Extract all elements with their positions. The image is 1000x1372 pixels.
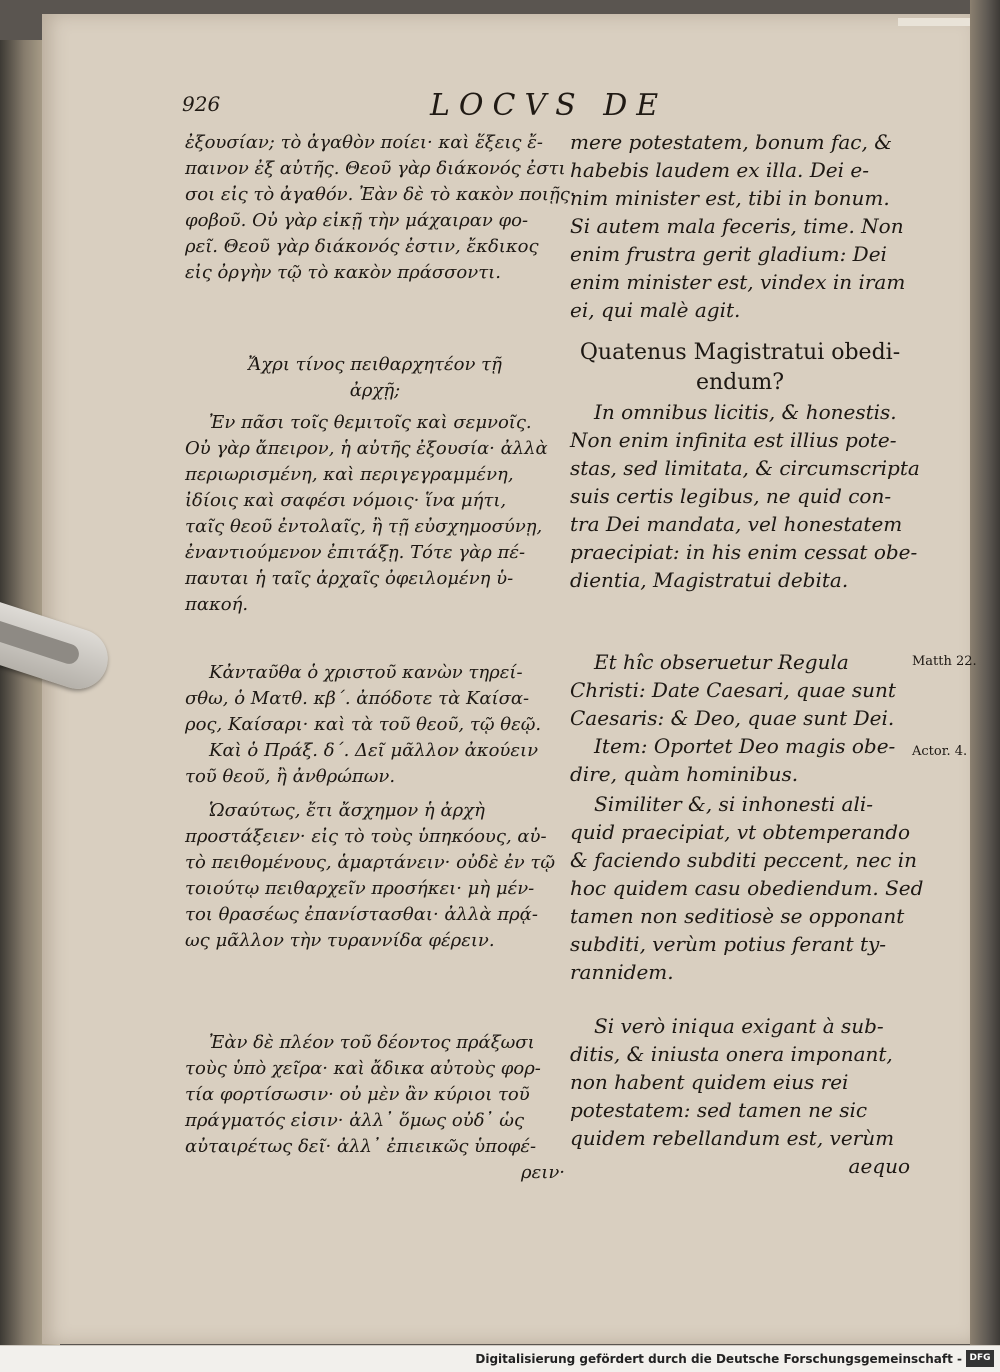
latin-line: suis certis legibus, ne quid con- — [570, 484, 892, 508]
latin-heading-line: Quatenus Magistratui obedi- — [579, 340, 901, 365]
latin-heading — [570, 338, 910, 398]
latin-block-1 — [570, 128, 910, 324]
greek-line: τὸ πειθομένους, ἁμαρτάνειν· οὐδὲ ἐν τῷ — [185, 852, 556, 873]
greek-line: ἐξουσίαν; τὸ ἀγαθὸν ποίει· καὶ ἕξεις ἔ- — [185, 132, 543, 153]
latin-line: Non enim infinita est illius pote- — [570, 428, 897, 452]
page-tab — [898, 18, 970, 26]
latin-block-2 — [570, 398, 920, 594]
latin-line: tra Dei mandata, vel honestatem — [570, 512, 903, 536]
footer-bar — [0, 1345, 1000, 1372]
running-title: LOCVS DE — [430, 88, 668, 123]
greek-line: εἰς ὀργὴν τῷ τὸ κακὸν πράσσοντι. — [185, 262, 501, 283]
latin-block-5 — [570, 1012, 910, 1180]
latin-catchword: aequo — [848, 1154, 910, 1178]
page-number: 926 — [182, 92, 221, 116]
greek-block-5 — [185, 1030, 565, 1186]
latin-line: tamen non seditiosè se opponant — [570, 904, 905, 928]
greek-line: Ἐὰν δὲ πλέον τοῦ δέοντος πράξωσι — [209, 1032, 535, 1053]
latin-line: rannidem. — [570, 960, 674, 984]
greek-line: τοὺς ὑπὸ χεῖρα· καὶ ἄδικα αὐτοὺς φορ- — [185, 1058, 541, 1079]
latin-line: Item: Oportet Deo magis obe- — [594, 734, 896, 758]
latin-line: habebis laudem ex illa. Dei e- — [570, 158, 869, 182]
greek-line: αὐταιρέτως δεῖ· ἀλλ᾽ ἐπιεικῶς ὑποφέ- — [185, 1136, 537, 1157]
greek-line: προστάξειεν· εἰς τὸ τοὺς ὑπηκόους, αὐ- — [185, 826, 547, 847]
latin-line: Si verò iniqua exigant à sub- — [594, 1014, 884, 1038]
greek-block-3 — [185, 660, 565, 790]
greek-line: Ὡσαύτως, ἔτι ἄσχημον ἡ ἀρχὴ — [209, 800, 485, 821]
greek-line: ταῖς θεοῦ ἐντολαῖς, ἢ τῇ εὐσχημοσύνῃ, — [185, 516, 543, 537]
latin-block-4 — [570, 790, 924, 986]
latin-line: mere potestatem, bonum fac, & — [570, 130, 893, 154]
greek-line: φοβοῦ. Οὐ γὰρ εἰκῇ τὴν μάχαιραν φο- — [185, 210, 529, 231]
greek-line: παινον ἐξ αὐτῆς. Θεοῦ γὰρ διάκονός ἐστι — [185, 158, 566, 179]
greek-line: ἰδίοις καὶ σαφέσι νόμοις· ἵνα μήτι, — [185, 490, 507, 511]
greek-line: σοι εἰς τὸ ἀγαθόν. Ἐὰν δὲ τὸ κακὸν ποιῇς· — [185, 184, 576, 205]
greek-line: ρος, Καίσαρι· καὶ τὰ τοῦ θεοῦ, τῷ θεῷ. — [185, 714, 542, 735]
greek-line: ρειν· — [521, 1162, 565, 1183]
greek-line: παυται ἡ ταῖς ἀρχαῖς ὀφειλομένη ὑ- — [185, 568, 514, 589]
latin-line: quid praecipiat, vt obtemperando — [570, 820, 911, 844]
latin-block-3 — [570, 648, 910, 788]
latin-line: Caesaris: & Deo, quae sunt Dei. — [570, 706, 895, 730]
latin-line: non habent quidem eius rei — [570, 1070, 849, 1094]
greek-line: περιωρισμένη, καὶ περιγεγραμμένη, — [185, 464, 514, 485]
greek-heading-line: Ἄχρι τίνος πειθαρχητέον τῇ — [248, 354, 502, 375]
latin-line: & faciendo subditi peccent, nec in — [570, 848, 918, 872]
latin-line: hoc quidem casu obediendum. Sed — [570, 876, 924, 900]
dfg-logo-icon: DFG — [966, 1350, 994, 1367]
latin-line: Si autem mala feceris, time. Non — [570, 214, 904, 238]
greek-line: Οὐ γὰρ ἄπειρον, ἡ αὐτῆς ἐξουσία· ἀλλὰ — [185, 438, 548, 459]
latin-line: ei, qui malè agit. — [570, 298, 741, 322]
latin-line: praecipiat: in his enim cessat obe- — [570, 540, 918, 564]
page-stack-edge — [970, 0, 1000, 1345]
greek-line: ἐναντιούμενον ἐπιτάξῃ. Τότε γὰρ πέ- — [185, 542, 526, 563]
greek-line: Καὶ ὁ Πράξ. δ΄. Δεῖ μᾶλλον ἀκούειν — [209, 740, 539, 761]
greek-block-4 — [185, 798, 565, 954]
greek-line: τία φορτίσωσιν· οὐ μὲν ἂν κύριοι τοῦ — [185, 1084, 530, 1105]
greek-line: πράγματός εἰσιν· ἀλλ᾽ ὅμως οὐδ᾽ ὡς — [185, 1110, 525, 1131]
latin-line: enim frustra gerit gladium: Dei — [570, 242, 887, 266]
greek-line: ως μᾶλλον τὴν τυραννίδα φέρειν. — [185, 930, 495, 951]
latin-line: Similiter &, si inhonesti ali- — [594, 792, 874, 816]
latin-line: potestatem: sed tamen ne sic — [570, 1098, 868, 1122]
latin-heading-line: endum? — [695, 370, 785, 395]
latin-line: dire, quàm hominibus. — [570, 762, 799, 786]
latin-line: enim minister est, vindex in iram — [570, 270, 906, 294]
greek-block-2 — [185, 410, 565, 618]
latin-line: Christi: Date Caesari, quae sunt — [570, 678, 896, 702]
latin-line: Et hîc obseruetur Regula — [594, 650, 849, 674]
greek-line: ρεῖ. Θεοῦ γὰρ διάκονός ἐστιν, ἔκδικος — [185, 236, 539, 257]
latin-line: In omnibus licitis, & honestis. — [594, 400, 897, 424]
margin-note-actor: Actor. 4. — [912, 744, 968, 759]
greek-block-1 — [185, 130, 576, 286]
latin-line: quidem rebellandum est, verùm — [570, 1126, 895, 1150]
greek-heading-line: ἀρχῇ; — [349, 380, 401, 401]
greek-line: πακοή. — [185, 594, 249, 615]
greek-heading — [185, 352, 565, 404]
latin-line: nim minister est, tibi in bonum. — [570, 186, 890, 210]
latin-line: subditi, verùm potius ferant ty- — [570, 932, 887, 956]
greek-line: σθω, ὁ Ματθ. κβ΄. ἀπόδοτε τὰ Καίσα- — [185, 688, 530, 709]
greek-line: τοιούτῳ πειθαρχεῖν προσήκει· μὴ μέν- — [185, 878, 535, 899]
footer-funding-text: Digitalisierung gefördert durch die Deutsche Forschungsgemeinschaft - — [475, 1352, 962, 1366]
greek-line: Ἐν πᾶσι τοῖς θεμιτοῖς καὶ σεμνοῖς. — [209, 412, 532, 433]
greek-line: τοῦ θεοῦ, ἢ ἀνθρώπων. — [185, 766, 396, 787]
latin-line: dientia, Magistratui debita. — [570, 568, 849, 592]
margin-note-matth: Matth 22. — [912, 654, 977, 669]
latin-line: stas, sed limitata, & circumscripta — [570, 456, 920, 480]
latin-line: ditis, & iniusta onera imponant, — [570, 1042, 893, 1066]
greek-line: τοι θρασέως ἐπανίστασθαι· ἀλλὰ πρᾴ- — [185, 904, 538, 925]
greek-line: Κἀνταῦθα ὁ χριστοῦ κανὼν τηρεί- — [209, 662, 523, 683]
